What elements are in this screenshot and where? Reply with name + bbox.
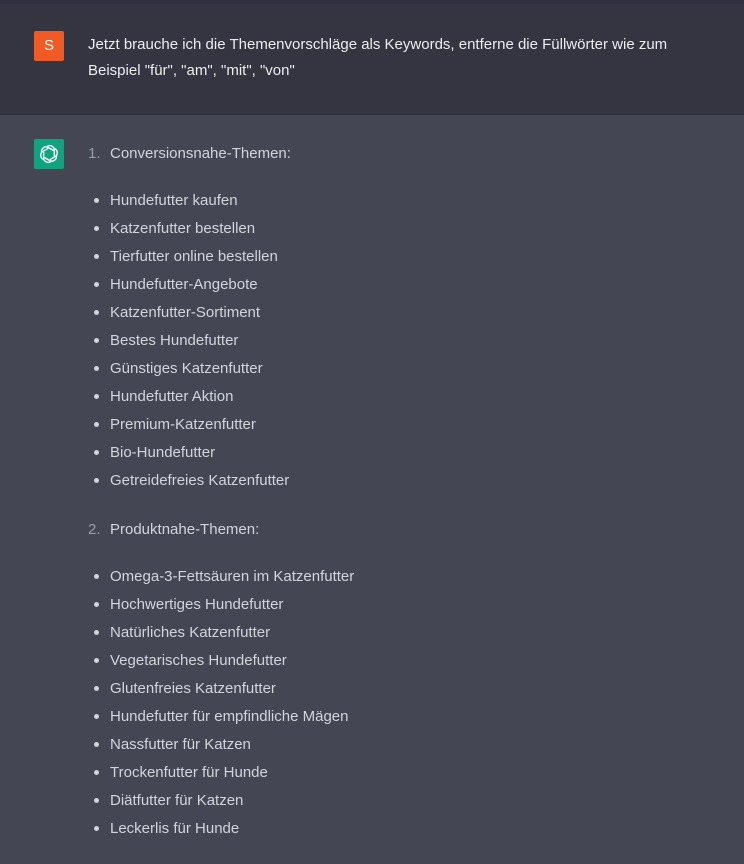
list-item: Hundefutter Aktion <box>92 383 289 411</box>
bullet-icon <box>94 630 99 635</box>
user-avatar: S <box>34 31 64 61</box>
user-message-row <box>0 4 744 115</box>
list-item: Hundefutter-Angebote <box>92 271 289 299</box>
list-item: Nassfutter für Katzen <box>92 731 354 759</box>
bullet-icon <box>94 226 99 231</box>
bullet-icon <box>94 826 99 831</box>
bullet-icon <box>94 798 99 803</box>
list-item: Getreidefreies Katzenfutter <box>92 467 289 495</box>
list-item: Bestes Hundefutter <box>92 327 289 355</box>
list-item: Bio-Hundefutter <box>92 439 289 467</box>
bullet-icon <box>94 198 99 203</box>
list-item: Katzenfutter bestellen <box>92 215 289 243</box>
list-item: Katzenfutter-Sortiment <box>92 299 289 327</box>
openai-logo-icon <box>38 143 60 165</box>
bullet-icon <box>94 602 99 607</box>
bullet-icon <box>94 282 99 287</box>
section-title: Conversionsnahe-Themen: <box>110 145 291 162</box>
list-item: Günstiges Katzenfutter <box>92 355 289 383</box>
list-item: Hundefutter kaufen <box>92 187 289 215</box>
section-number: 1. <box>88 145 101 162</box>
assistant-avatar <box>34 139 64 169</box>
list-item: Glutenfreies Katzenfutter <box>92 675 354 703</box>
bullet-icon <box>94 742 99 747</box>
bullet-icon <box>94 714 99 719</box>
bullet-icon <box>94 450 99 455</box>
list-item: Hochwertiges Hundefutter <box>92 591 354 619</box>
section-heading-2 <box>88 517 259 543</box>
bullet-icon <box>94 366 99 371</box>
bullet-icon <box>94 770 99 775</box>
user-message-text <box>88 32 718 84</box>
list-item: Diätfutter für Katzen <box>92 787 354 815</box>
section-heading-1 <box>88 141 291 167</box>
bullet-icon <box>94 686 99 691</box>
list-item: Premium-Katzenfutter <box>92 411 289 439</box>
section-number: 2. <box>88 521 101 538</box>
list-item: Natürliches Katzenfutter <box>92 619 354 647</box>
list-item: Tierfutter online bestellen <box>92 243 289 271</box>
assistant-message-row <box>0 115 744 864</box>
bullet-icon <box>94 254 99 259</box>
section-title: Produktnahe-Themen: <box>110 521 260 538</box>
list-item: Vegetarisches Hundefutter <box>92 647 354 675</box>
user-message-line-2: Beispiel "für", "am", "mit", "von" <box>88 62 295 79</box>
bullet-icon <box>94 394 99 399</box>
bullet-icon <box>94 338 99 343</box>
bullet-icon <box>94 574 99 579</box>
user-message-line-1: Jetzt brauche ich die Themenvorschläge als Keywords, entferne die Füllwörter wie zum <box>88 36 668 53</box>
bullet-icon <box>94 422 99 427</box>
list-item: Omega-3-Fettsäuren im Katzenfutter <box>92 563 354 591</box>
bullet-icon <box>94 310 99 315</box>
list-item: Leckerlis für Hunde <box>92 815 354 843</box>
bullet-icon <box>94 658 99 663</box>
list-item: Trockenfutter für Hunde <box>92 759 354 787</box>
keyword-list-2 <box>92 563 354 843</box>
bullet-icon <box>94 478 99 483</box>
list-item: Hundefutter für empfindliche Mägen <box>92 703 354 731</box>
keyword-list-1 <box>92 187 289 495</box>
